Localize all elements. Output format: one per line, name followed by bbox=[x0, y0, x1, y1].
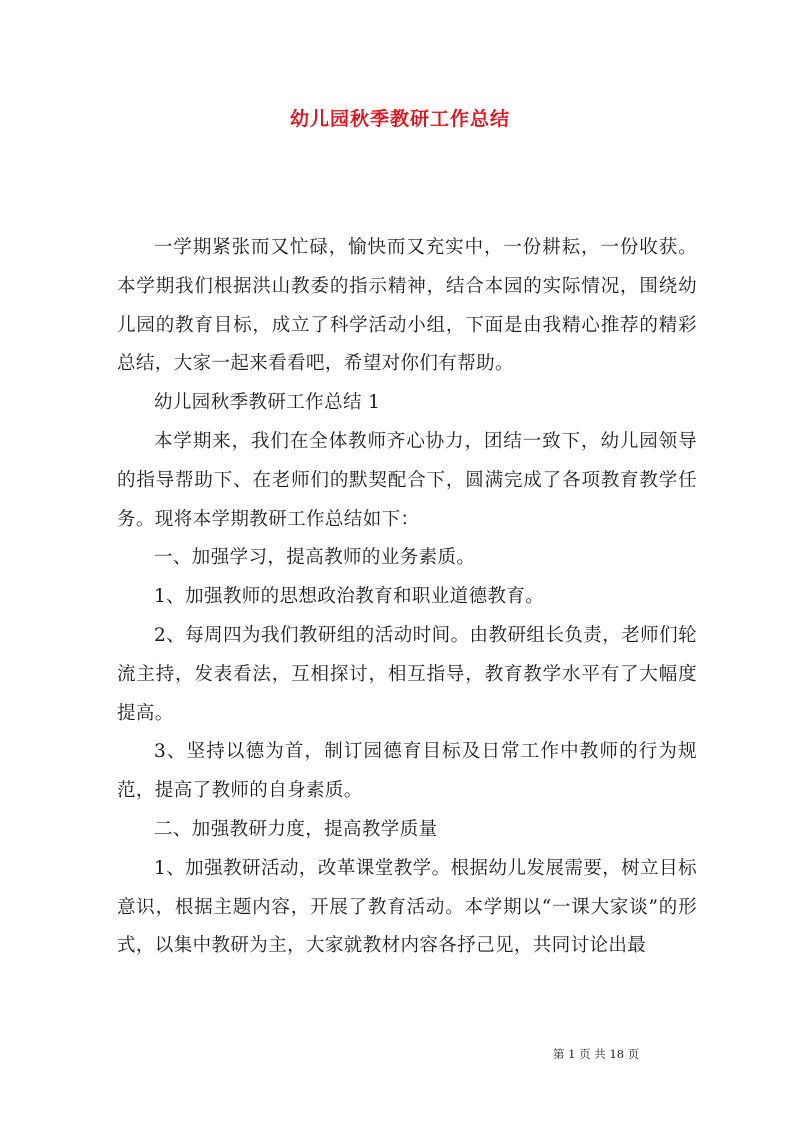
paragraph-intro: 一学期紧张而又忙碌，愉快而又充实中，一份耕耘，一份收获。本学期我们根据洪山教委的指示精神，结合本园的实际情况，围绕幼儿园的教育目标，成立了科学活动小组，下面是由我精心推荐的精彩总结，大家一起来看看吧，希望对你们有帮助。 bbox=[117, 237, 697, 375]
list-item-1: 1、加强教师的思想政治教育和职业道德教育。 bbox=[154, 586, 545, 608]
document-title: 幼儿园秋季教研工作总结 bbox=[289, 108, 510, 130]
paragraph-summary-intro: 本学期来，我们在全体教师齐心协力，团结一致下，幼儿园领导的指导帮助下、在老师们的默契配合下，圆满完成了各项教育教学任务。现将本学期教研工作总结如下： bbox=[117, 430, 697, 530]
heading-part-1: 一、加强学习，提高教师的业务素质。 bbox=[154, 547, 476, 569]
list-item-3: 3、坚持以德为首，制订园德育目标及日常工作中教师的行为规范，提高了教师的自身素质。 bbox=[117, 741, 697, 802]
heading-part-2: 二、加强教研力度，提高教学质量 bbox=[154, 818, 438, 840]
section-heading-1: 幼儿园秋季教研工作总结 1 bbox=[154, 392, 381, 414]
list-item-2: 2、每周四为我们教研组的活动时间。由教研组长负责，老师们轮流主持，发表看法，互相探讨，相互指导，教育教学水平有了大幅度提高。 bbox=[117, 624, 697, 724]
list-item-4: 1、加强教研活动，改革课堂教学。根据幼儿发展需要，树立目标意识，根据主题内容，开展了教育活动。本学期以“一课大家谈”的形式，以集中教研为主，大家就教材内容各抒己见，共同讨论出最 bbox=[117, 857, 697, 957]
document-body bbox=[117, 229, 697, 966]
page-number-footer: 第 1 页 共 18 页 bbox=[553, 1047, 640, 1061]
